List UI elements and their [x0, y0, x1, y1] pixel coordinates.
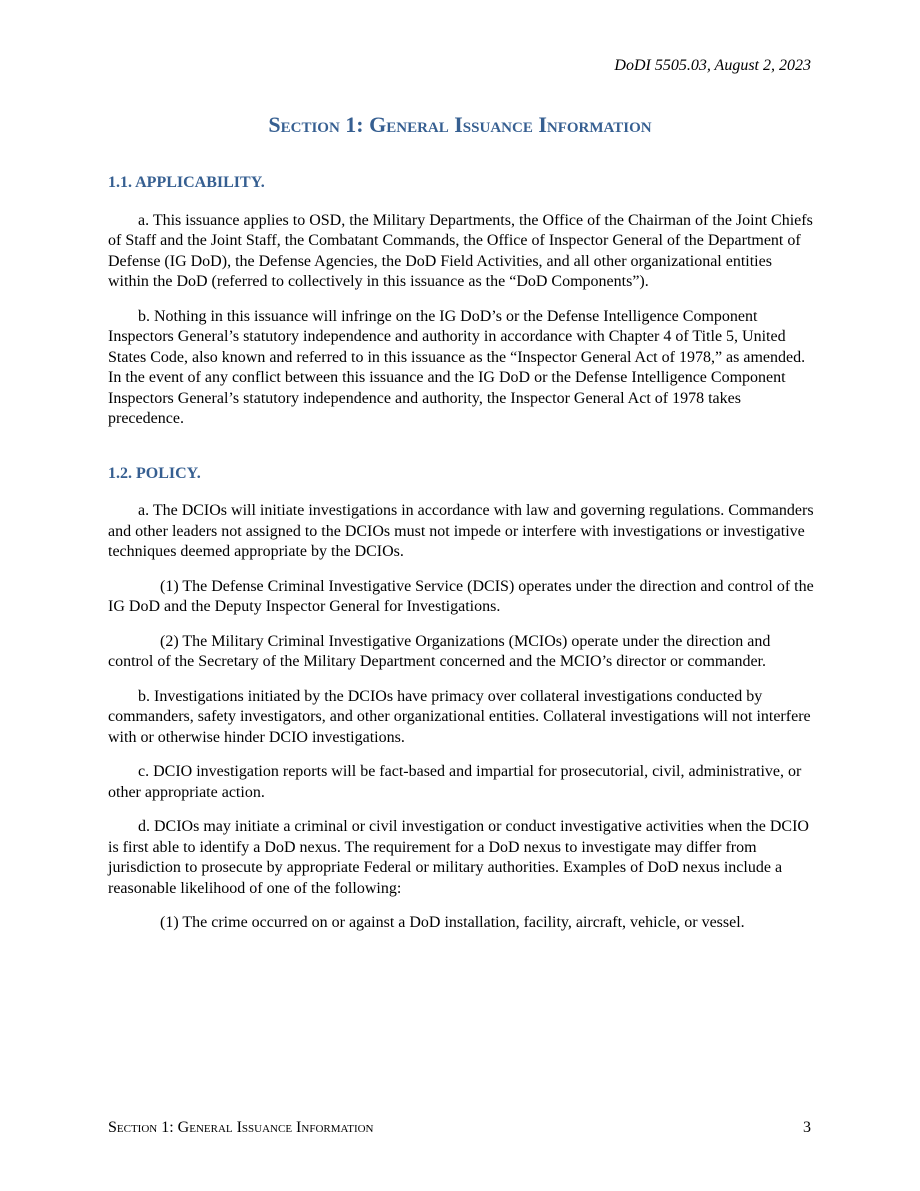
- paragraph-1-1-b: b. Nothing in this issuance will infringe on the IG DoD’s or the Defense Intelligence Component Inspectors General’s statutory independence and authority in accordance with Chapter 4 of Title 5, United States Code, also known and referred to in this issuance as the “Inspector General Act of 1978,” as amended. In the event of any conflict between this issuance and the IG DoD or the Defense Intelligence Component Inspectors General’s statutory independence and authority, the Inspector General Act of 1978 takes precedence.: [108, 307, 806, 427]
- paragraph-1-2-a-1: (1) The Defense Criminal Investigative Service (DCIS) operates under the direction and control of the IG DoD and the Deputy Inspector General for Investigations.: [108, 577, 814, 615]
- paragraph-1-1-a: a. This issuance applies to OSD, the Military Departments, the Office of the Chairman of the Joint Chiefs of Staff and the Joint Staff, the Combatant Commands, the Office of Inspector General of the Department of Defense (IG DoD), the Defense Agencies, the DoD Field Activities, and all other organizational entities within the DoD (referred to collectively in this issuance as the “DoD Components”).: [108, 211, 813, 290]
- paragraph-1-2-b: b. Investigations initiated by the DCIOs have primacy over collateral investigations conducted by commanders, safety investigators, and other organizational entities. Collateral investigations will not interfere with or otherwise hinder DCIO investigations.: [108, 687, 811, 746]
- paragraph-1-2-a: a. The DCIOs will initiate investigations in accordance with law and governing regulations. Commanders and other leaders not assigned to the DCIOs must not impede or interfere with investigations or investigative techniques deemed appropriate by the DCIOs.: [108, 502, 814, 560]
- heading-policy: 1.2. POLICY.: [108, 464, 201, 482]
- page-number: 3: [803, 1119, 811, 1136]
- document-reference: DoDI 5505.03, August 2, 2023: [614, 57, 811, 74]
- heading-applicability: 1.1. APPLICABILITY.: [108, 174, 265, 191]
- footer-section-label: Section 1: General Issuance Information: [108, 1119, 374, 1136]
- paragraph-1-2-c: c. DCIO investigation reports will be fact-based and impartial for prosecutorial, civil, administrative, or other appropriate action.: [108, 763, 802, 801]
- document-body: [108, 173, 816, 948]
- paragraph-1-2-d-1: (1) The crime occurred on or against a DoD installation, facility, aircraft, vehicle, or vessel.: [160, 914, 745, 931]
- paragraph-1-2-a-2: (2) The Military Criminal Investigative Organizations (MCIOs) operate under the direction and control of the Secretary of the Military Department concerned and the MCIO’s director or commander.: [108, 632, 771, 670]
- section-title: Section 1: General Issuance Information: [268, 112, 652, 137]
- paragraph-1-2-d: d. DCIOs may initiate a criminal or civil investigation or conduct investigative activities when the DCIO is first able to identify a DoD nexus. The requirement for a DoD nexus to investigate may differ from jurisdiction to prosecute by appropriate Federal or military authorities. Examples of DoD nexus include a reasonable likelihood of one of the following:: [108, 818, 809, 897]
